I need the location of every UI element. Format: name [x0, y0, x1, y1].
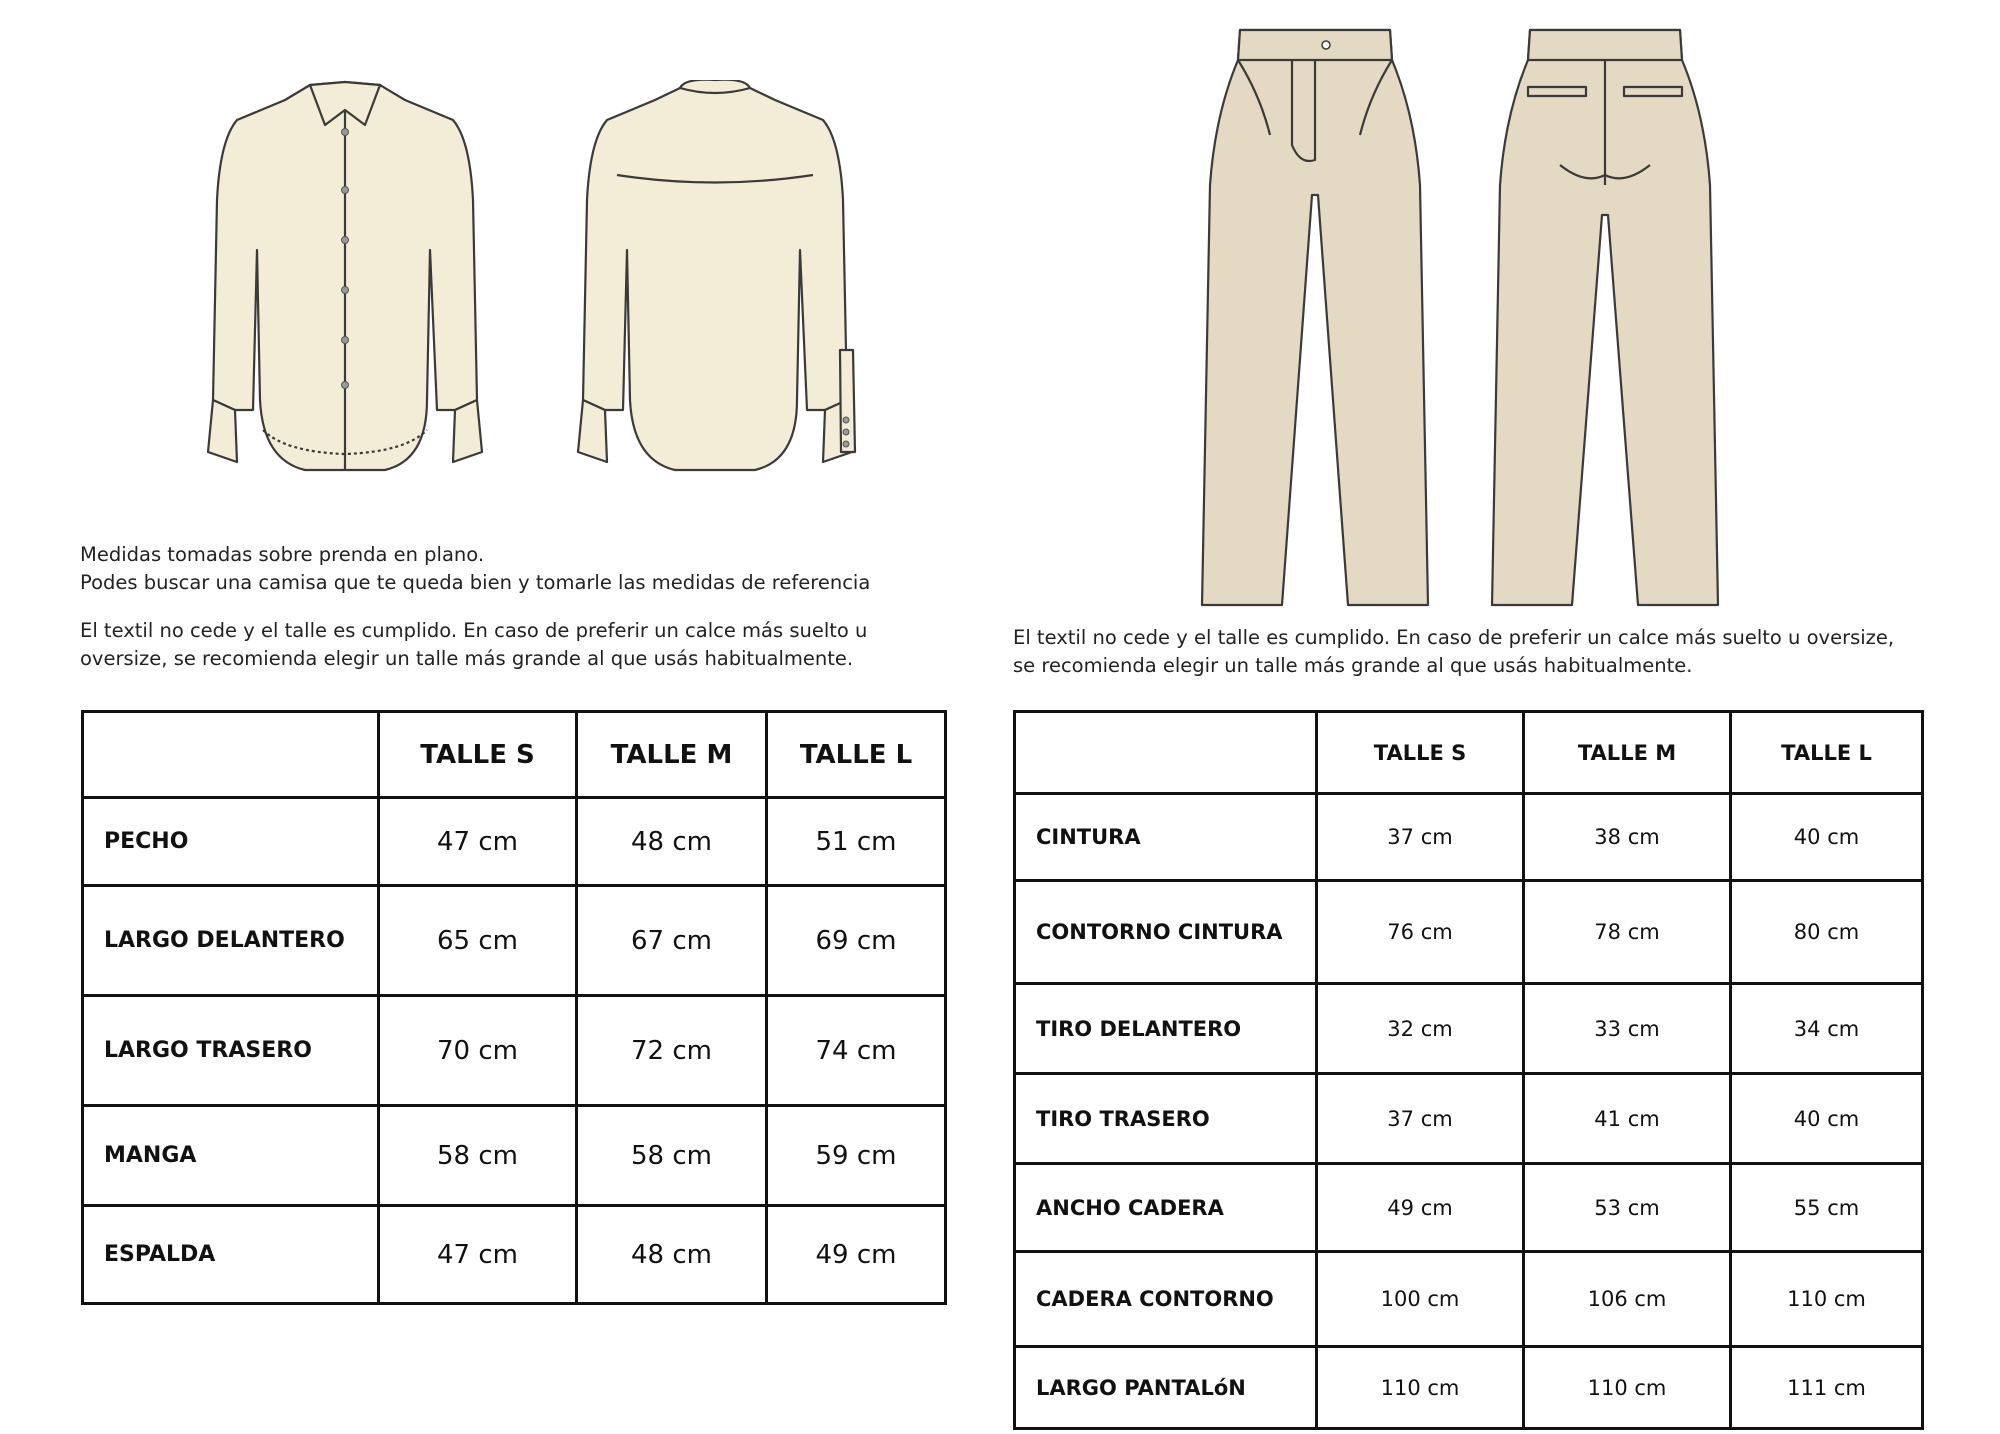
table-row — [1015, 1347, 1923, 1429]
cell-value: 78 cm — [1524, 881, 1731, 984]
cell-value: 106 cm — [1524, 1252, 1731, 1347]
shirt-fit-note — [80, 617, 867, 673]
shirt-front-illustration — [165, 80, 525, 500]
header-cell — [83, 712, 379, 798]
table-row — [1015, 1164, 1923, 1252]
row-label: CADERA CONTORNO — [1015, 1252, 1317, 1347]
table-row — [83, 886, 946, 996]
cell-value: 100 cm — [1317, 1252, 1524, 1347]
cell-value: 47 cm — [379, 798, 577, 886]
cell-value: 34 cm — [1731, 984, 1923, 1074]
shirt-measure-note — [80, 541, 870, 597]
cell-value: 76 cm — [1317, 881, 1524, 984]
header-cell: TALLE S — [379, 712, 577, 798]
table-row — [83, 1206, 946, 1304]
shirt-size-table — [81, 710, 947, 1305]
cell-value: 110 cm — [1317, 1347, 1524, 1429]
cell-value: 40 cm — [1731, 1074, 1923, 1164]
header-cell: TALLE L — [767, 712, 946, 798]
cell-value: 74 cm — [767, 996, 946, 1106]
row-label: ESPALDA — [83, 1206, 379, 1304]
cell-value: 55 cm — [1731, 1164, 1923, 1252]
cell-value: 67 cm — [577, 886, 767, 996]
cell-value: 49 cm — [767, 1206, 946, 1304]
header-cell: TALLE S — [1317, 712, 1524, 794]
row-label: TIRO TRASERO — [1015, 1074, 1317, 1164]
cell-value: 33 cm — [1524, 984, 1731, 1074]
cell-value: 49 cm — [1317, 1164, 1524, 1252]
cell-value: 51 cm — [767, 798, 946, 886]
shirt-measure-note-line1: Medidas tomadas sobre prenda en plano. — [80, 543, 485, 566]
cell-value: 69 cm — [767, 886, 946, 996]
pants-front-illustration — [1200, 25, 1430, 615]
table-header-row — [1015, 712, 1923, 794]
table-row — [83, 1106, 946, 1206]
cell-value: 48 cm — [577, 798, 767, 886]
cell-value: 37 cm — [1317, 794, 1524, 881]
header-cell: TALLE M — [577, 712, 767, 798]
row-label: CINTURA — [1015, 794, 1317, 881]
cell-value: 40 cm — [1731, 794, 1923, 881]
row-label: TIRO DELANTERO — [1015, 984, 1317, 1074]
cell-value: 110 cm — [1731, 1252, 1923, 1347]
cell-value: 110 cm — [1524, 1347, 1731, 1429]
row-label: ANCHO CADERA — [1015, 1164, 1317, 1252]
shirt-back-illustration — [535, 80, 895, 500]
row-label: LARGO TRASERO — [83, 996, 379, 1106]
row-label: MANGA — [83, 1106, 379, 1206]
cell-value: 32 cm — [1317, 984, 1524, 1074]
cell-value: 59 cm — [767, 1106, 946, 1206]
pants-fit-note — [1013, 624, 1894, 680]
cell-value: 38 cm — [1524, 794, 1731, 881]
cell-value: 70 cm — [379, 996, 577, 1106]
table-row — [1015, 1074, 1923, 1164]
cell-value: 53 cm — [1524, 1164, 1731, 1252]
cell-value: 80 cm — [1731, 881, 1923, 984]
row-label: LARGO PANTALóN — [1015, 1347, 1317, 1429]
table-row — [1015, 881, 1923, 984]
pants-fit-note-line1: El textil no cede y el talle es cumplido. En caso de preferir un calce más suelto u oversize, — [1013, 626, 1895, 649]
cell-value: 41 cm — [1524, 1074, 1731, 1164]
shirt-fit-note-line2: oversize, se recomienda elegir un talle más grande al que usás habitualmente. — [80, 647, 854, 670]
pants-back-illustration — [1490, 25, 1720, 615]
cell-value: 111 cm — [1731, 1347, 1923, 1429]
row-label: CONTORNO CINTURA — [1015, 881, 1317, 984]
cell-value: 58 cm — [379, 1106, 577, 1206]
header-cell: TALLE M — [1524, 712, 1731, 794]
cell-value: 48 cm — [577, 1206, 767, 1304]
shirt-measure-note-line2: Podes buscar una camisa que te queda bien y tomarle las medidas de referencia — [80, 571, 871, 594]
cell-value: 58 cm — [577, 1106, 767, 1206]
table-row — [83, 996, 946, 1106]
table-row — [1015, 794, 1923, 881]
table-header-row — [83, 712, 946, 798]
row-label: PECHO — [83, 798, 379, 886]
header-cell: TALLE L — [1731, 712, 1923, 794]
pants-fit-note-line2: se recomienda elegir un talle más grande al que usás habitualmente. — [1013, 654, 1693, 677]
table-row — [1015, 1252, 1923, 1347]
cell-value: 65 cm — [379, 886, 577, 996]
shirt-fit-note-line1: El textil no cede y el talle es cumplido. En caso de preferir un calce más suelto u — [80, 619, 868, 642]
table-row — [83, 798, 946, 886]
table-row — [1015, 984, 1923, 1074]
cell-value: 72 cm — [577, 996, 767, 1106]
cell-value: 37 cm — [1317, 1074, 1524, 1164]
pants-size-table — [1013, 710, 1924, 1430]
cell-value: 47 cm — [379, 1206, 577, 1304]
header-cell — [1015, 712, 1317, 794]
row-label: LARGO DELANTERO — [83, 886, 379, 996]
